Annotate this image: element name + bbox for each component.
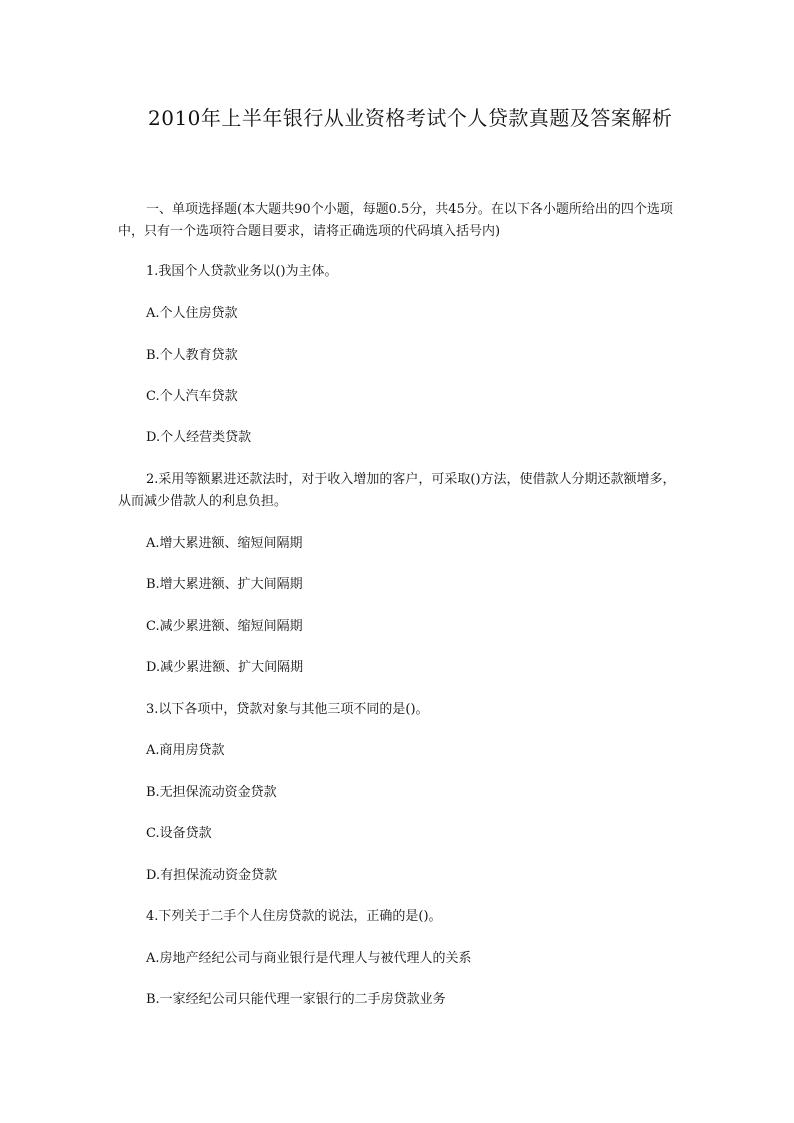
question-2: 2.采用等额累进还款法时，对于收入增加的客户，可采取()方法，使借款人分期还款额增多，从而减少借款人的利息负担。 <box>118 472 676 509</box>
question-3-option-c: C.设备贷款 <box>146 826 212 841</box>
question-1: 1.我国个人贷款业务以()为主体。 <box>146 264 338 279</box>
question-4-option-b: B.一家经纪公司只能代理一家银行的二手房贷款业务 <box>146 992 446 1007</box>
question-4: 4.下列关于二手个人住房贷款的说法，正确的是()。 <box>146 909 442 924</box>
question-3: 3.以下各项中，贷款对象与其他三项不同的是()。 <box>146 702 429 717</box>
question-1-option-b: B.个人教育贷款 <box>146 348 238 363</box>
question-3-option-b: B.无担保流动资金贷款 <box>146 785 277 800</box>
question-1-option-a: A.个人住房贷款 <box>146 306 238 321</box>
question-2-option-d: D.减少累进额、扩大间隔期 <box>146 660 304 675</box>
question-2-option-b: B.增大累进额、扩大间隔期 <box>146 577 303 592</box>
question-3-option-a: A.商用房贷款 <box>146 743 225 758</box>
question-4-option-a: A.房地产经纪公司与商业银行是代理人与被代理人的关系 <box>146 951 472 966</box>
question-2-option-a: A.增大累进额、缩短间隔期 <box>146 536 303 551</box>
document-title: 2010年上半年银行从业资格考试个人贷款真题及答案解析 <box>148 106 673 130</box>
section-intro: 一、单项选择题(本大题共90个小题，每题0.5分，共45分。在以下各小题所给出的四个选项中，只有一个选项符合题目要求，请将正确选项的代码填入括号内) <box>118 202 673 239</box>
question-2-option-c: C.减少累进额、缩短间隔期 <box>146 619 303 634</box>
question-3-option-d: D.有担保流动资金贷款 <box>146 868 278 883</box>
question-1-option-d: D.个人经营类贷款 <box>146 430 252 445</box>
question-1-option-c: C.个人汽车贷款 <box>146 389 238 404</box>
